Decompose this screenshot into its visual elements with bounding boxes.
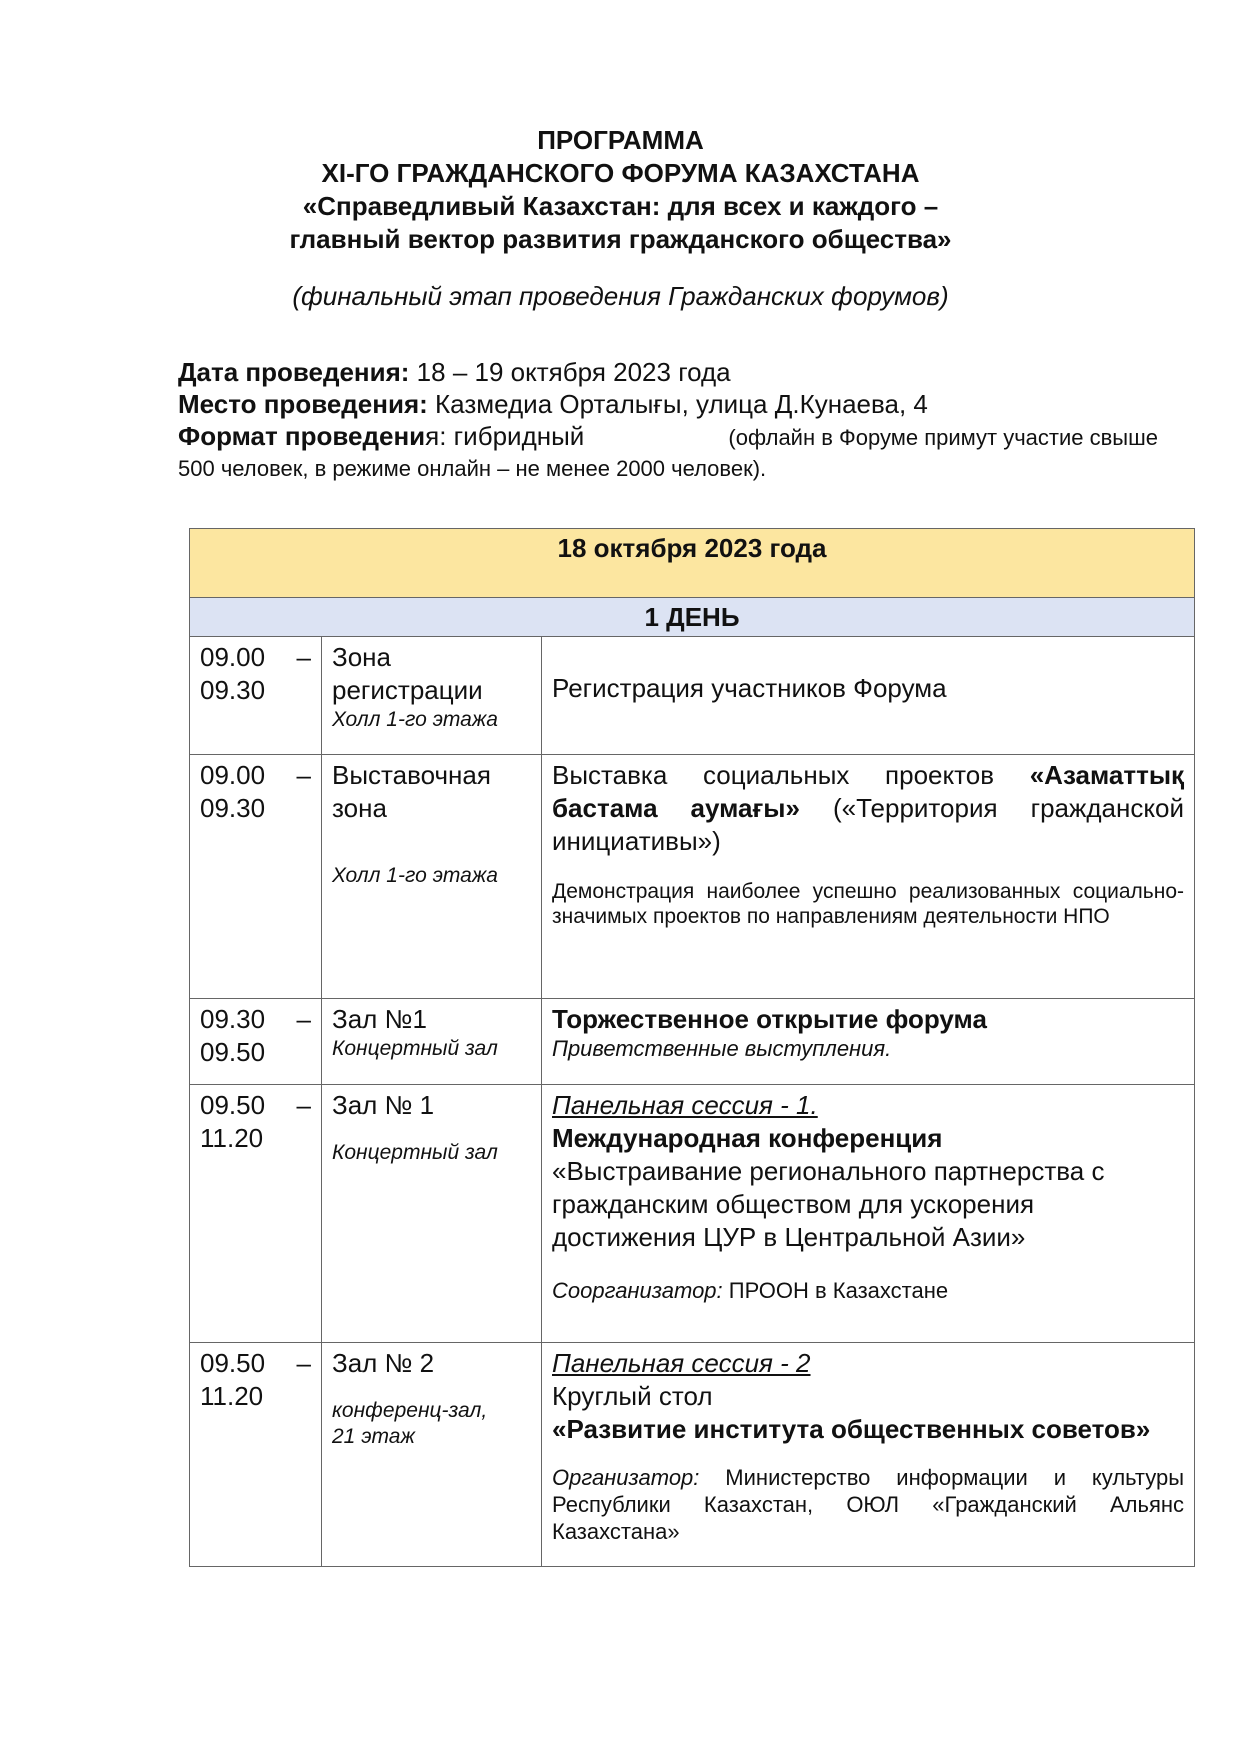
- table-row: [190, 1343, 1195, 1567]
- organizer-label: Организатор:: [552, 1465, 700, 1490]
- time-cell: [190, 755, 322, 999]
- day-header: 1 ДЕНЬ: [190, 598, 1195, 637]
- room-name: Зал №1: [332, 1004, 427, 1034]
- format-value: : гибридный: [439, 421, 585, 451]
- program-header: [0, 124, 1241, 312]
- table-row: [190, 1085, 1195, 1343]
- organizer-label: Соорганизатор:: [552, 1278, 723, 1303]
- time-start: 09.30: [200, 1004, 266, 1034]
- event-title: «Развитие института общественных советов»: [552, 1414, 1151, 1444]
- time-dash: –: [296, 1090, 311, 1120]
- table-row: [190, 637, 1195, 755]
- time-start: 09.00: [200, 642, 266, 672]
- format-label-suffix: я: [425, 421, 440, 451]
- time-start: 09.50: [200, 1348, 266, 1378]
- organizer-line: [552, 1276, 1184, 1305]
- forum-name: XI-ГО ГРАЖДАНСКОГО ФОРУМА КАЗАХСТАНА: [321, 158, 920, 188]
- time-cell: [190, 1085, 322, 1343]
- forum-subtitle: (финальный этап проведения Гражданских форумов): [292, 281, 949, 311]
- organizer-value: Министерство информации и культуры Республики Казахстан, ОЮЛ «Гражданский Альянс Казахстана»: [552, 1465, 1185, 1544]
- location-cell: [322, 1085, 542, 1343]
- room-name: Зал № 2: [332, 1348, 435, 1378]
- event-title: Торжественное открытие форума: [552, 1004, 987, 1034]
- table-row: [190, 999, 1195, 1085]
- location-cell: [322, 637, 542, 755]
- session-label: Панельная сессия - 1.: [552, 1090, 818, 1120]
- location-cell: [322, 755, 542, 999]
- location-cell: [322, 999, 542, 1085]
- time-end: 11.20: [200, 1123, 264, 1153]
- time-end: 11.20: [200, 1381, 264, 1411]
- session-label: Панельная сессия - 2: [552, 1348, 811, 1378]
- forum-theme-line-1: «Справедливый Казахстан: для всех и каждого –: [302, 191, 939, 221]
- date-line: [178, 356, 1158, 388]
- event-title: Международная конференция: [552, 1123, 943, 1153]
- event-info: [178, 356, 1158, 484]
- hall-name: Концертный зал: [332, 1141, 498, 1164]
- event-cell: [542, 1343, 1195, 1567]
- event-text: Регистрация участников Форума: [552, 673, 947, 703]
- time-dash: –: [296, 1004, 311, 1034]
- organizer-value: ПРООН в Казахстане: [722, 1278, 949, 1303]
- time-cell: [190, 637, 322, 755]
- time-end: 09.30: [200, 675, 266, 705]
- time-dash: –: [296, 760, 311, 790]
- format-note-1: (офлайн в Форуме примут участие свыше: [728, 425, 1158, 450]
- time-start: 09.00: [200, 760, 266, 790]
- place-label: Место проведения:: [178, 389, 428, 419]
- event-text-pre: Выставка социальных проектов: [552, 760, 1030, 790]
- program-table: [189, 528, 1195, 1567]
- place-value: Казмедиа Орталығы, улица Д.Кунаева, 4: [427, 389, 928, 419]
- format-note-2: 500 человек, в режиме онлайн – не менее 2000 человек).: [178, 456, 767, 481]
- event-cell: [542, 999, 1195, 1085]
- event-cell: [542, 1085, 1195, 1343]
- time-end: 09.50: [200, 1037, 266, 1067]
- program-title: ПРОГРАММА: [537, 125, 704, 155]
- event-cell: [542, 755, 1195, 999]
- event-note: Демонстрация наиболее успешно реализованных социально-значимых проектов по направлениям деятельности НПО: [552, 880, 1185, 928]
- time-dash: –: [296, 1348, 311, 1378]
- event-subtitle: Приветственные выступления.: [552, 1036, 892, 1061]
- time-cell: [190, 1343, 322, 1567]
- format-line: [178, 420, 1158, 453]
- room-name: Зона регистрации: [332, 642, 483, 705]
- time-start: 09.50: [200, 1090, 266, 1120]
- event-title-bold: «Азаматтық бастама аумағы»: [552, 760, 1185, 823]
- table-date-header: 18 октября 2023 года: [190, 529, 1195, 598]
- table-row: [190, 755, 1195, 999]
- organizer-line: [552, 1464, 1184, 1545]
- hall-name: Холл 1-го этажа: [332, 708, 498, 731]
- place-line: [178, 388, 1158, 420]
- room-name: Выставочная зона: [332, 760, 491, 823]
- event-text-post: («Территория гражданской инициативы»): [552, 793, 1185, 856]
- location-cell: [322, 1343, 542, 1567]
- time-dash: –: [296, 642, 311, 672]
- hall-name: Концертный зал: [332, 1037, 498, 1060]
- event-format: Круглый стол: [552, 1381, 713, 1411]
- time-cell: [190, 999, 322, 1085]
- hall-name: конференц-зал, 21 этаж: [332, 1399, 488, 1448]
- event-cell: [542, 637, 1195, 755]
- date-label: Дата проведения:: [178, 357, 410, 387]
- forum-theme-line-2: главный вектор развития гражданского общества»: [289, 224, 952, 254]
- format-label: Формат проведени: [178, 421, 426, 451]
- date-value: 18 – 19 октября 2023 года: [409, 357, 731, 387]
- time-end: 09.30: [200, 793, 266, 823]
- room-name: Зал № 1: [332, 1090, 435, 1120]
- hall-name: Холл 1-го этажа: [332, 864, 498, 887]
- event-text: «Выстраивание регионального партнерства с гражданским обществом для ускорения достижения ЦУР в Центральной Азии»: [552, 1156, 1105, 1252]
- event-text: [552, 759, 1184, 858]
